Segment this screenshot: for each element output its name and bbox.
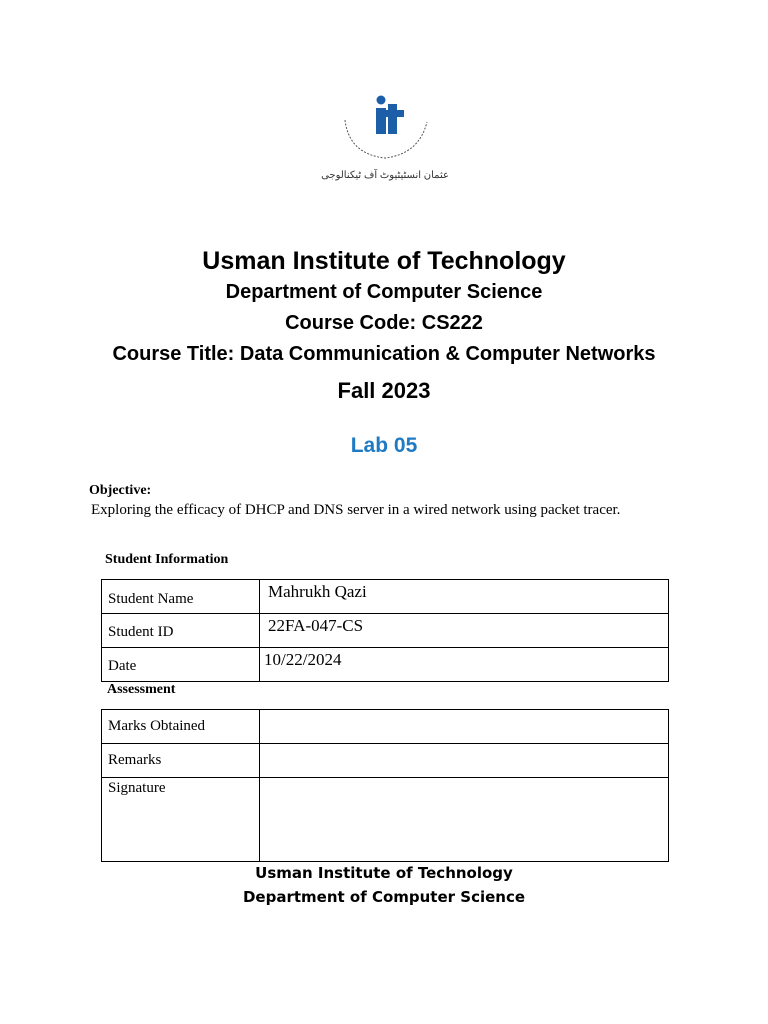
assessment-table <box>101 709 669 862</box>
course-title: Course Title: Data Communication & Computer Networks <box>112 343 656 365</box>
term-title: Fall 2023 <box>337 378 431 403</box>
lab-title: Lab 05 <box>350 434 418 457</box>
institute-title: Usman Institute of Technology <box>202 247 566 275</box>
table-row <box>102 778 669 862</box>
logo-emblem <box>321 92 449 184</box>
table-row <box>102 580 669 614</box>
table-row <box>102 648 669 682</box>
signature-value <box>260 778 669 862</box>
footer-institute: Usman Institute of Technology <box>255 864 513 882</box>
svg-text:عثمان انسٹیٹیوٹ آف ٹیکنالوجی: عثمان انسٹیٹیوٹ آف ٹیکنالوجی <box>321 170 449 181</box>
objective-text: Exploring the efficacy of DHCP and DNS server in a wired network using packet tracer. <box>91 502 621 518</box>
table-row <box>102 710 669 744</box>
student-info-heading: Student Information <box>105 552 229 567</box>
marks-obtained-value <box>260 710 669 744</box>
table-row <box>102 614 669 648</box>
table-row <box>102 744 669 778</box>
remarks-value <box>260 744 669 778</box>
student-id-value: 22FA-047-CS <box>260 614 669 648</box>
institute-logo <box>321 92 449 184</box>
marks-obtained-label: Marks Obtained <box>102 710 260 744</box>
department-title: Department of Computer Science <box>225 281 543 303</box>
student-info-table <box>101 579 669 682</box>
student-name-label: Student Name <box>102 580 260 614</box>
date-value: 10/22/2024 <box>260 648 669 682</box>
student-id-label: Student ID <box>102 614 260 648</box>
footer-department: Department of Computer Science <box>242 888 526 906</box>
student-name-value: Mahrukh Qazi <box>260 580 669 614</box>
date-label: Date <box>102 648 260 682</box>
assessment-heading: Assessment <box>107 682 176 697</box>
objective-label: Objective: <box>89 483 152 498</box>
remarks-label: Remarks <box>102 744 260 778</box>
course-code: Course Code: CS222 <box>285 312 483 334</box>
signature-label: Signature <box>102 778 260 862</box>
